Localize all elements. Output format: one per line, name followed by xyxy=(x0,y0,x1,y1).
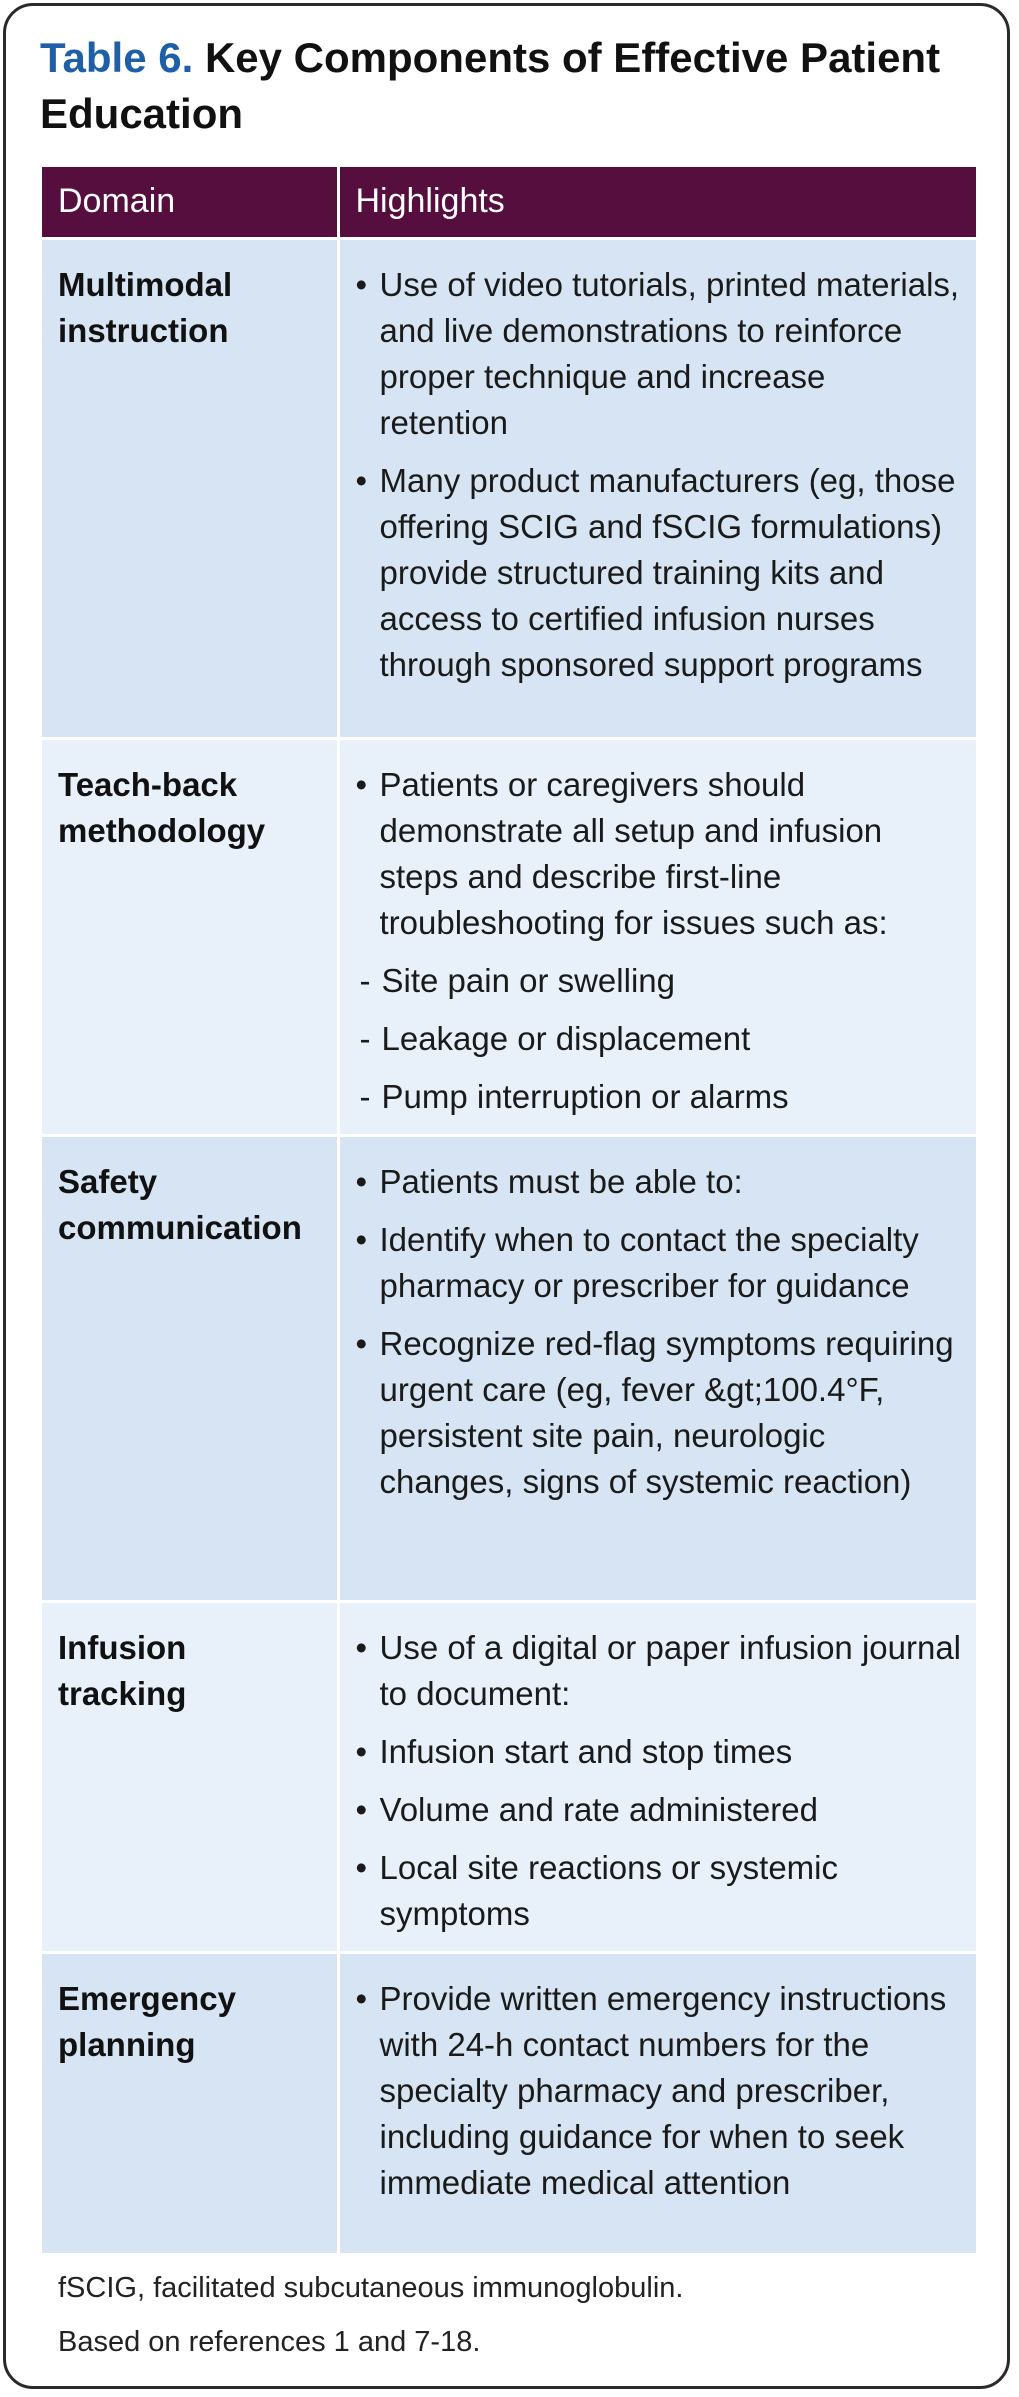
highlights-cell xyxy=(338,738,976,1135)
domain-cell xyxy=(42,1135,338,1601)
domain-label: Teach-back xyxy=(58,765,238,803)
highlights-cell xyxy=(338,1601,976,1952)
list-item: • Patients or caregivers should demonstrate all setup and infusion steps and describe first-line troubleshooting for issues such as: xyxy=(356,762,963,946)
domain-label: Emergency xyxy=(58,1979,236,2017)
list-item: • Local site reactions or systemic symptoms xyxy=(356,1845,963,1937)
table-row xyxy=(42,1952,976,2253)
table-row xyxy=(42,238,976,738)
components-table xyxy=(42,167,976,2253)
table-row xyxy=(42,738,976,1135)
highlights-cell xyxy=(338,238,976,738)
header-row xyxy=(42,167,976,238)
table-title-text: Key Components of Effective Patient Education xyxy=(40,34,941,137)
list-item: • Infusion start and stop times xyxy=(356,1729,963,1775)
domain-label: tracking xyxy=(58,1674,187,1712)
table-number: Table 6. xyxy=(40,34,194,81)
domain-cell xyxy=(42,238,338,738)
domain-cell xyxy=(42,738,338,1135)
domain-label: instruction xyxy=(58,311,229,349)
domain-label: Multimodal xyxy=(58,265,233,303)
sub-list-item: - Pump interruption or alarms xyxy=(356,1074,963,1120)
table-row xyxy=(42,1135,976,1601)
list-item: • Use of a digital or paper infusion journal to document: xyxy=(356,1625,963,1717)
sub-list-item: - Site pain or swelling xyxy=(356,958,963,1004)
list-item: • Recognize red-flag symptoms requiring urgent care (eg, fever &gt;100.4°F, persistent site pain, neurologic changes, signs of systemic reaction) xyxy=(356,1321,963,1505)
footnotes xyxy=(58,2268,978,2376)
list-item: • Many product manufacturers (eg, those offering SCIG and fSCIG formulations) provide structured training kits and access to certified infusion nurses through sponsored support programs xyxy=(356,458,963,688)
list-item: • Use of video tutorials, printed materials, and live demonstrations to reinforce proper technique and increase retention xyxy=(356,262,963,446)
highlights-cell xyxy=(338,1952,976,2253)
sub-list-item: - Leakage or displacement xyxy=(356,1016,963,1062)
footnote: Based on references 1 and 7-18. xyxy=(58,2326,481,2358)
domain-label: planning xyxy=(58,2025,196,2063)
table-row xyxy=(42,1601,976,1952)
list-item: • Identify when to contact the specialty pharmacy or prescriber for guidance xyxy=(356,1217,963,1309)
domain-cell xyxy=(42,1952,338,2253)
domain-label: Safety xyxy=(58,1162,158,1200)
domain-label: Infusion xyxy=(58,1628,187,1666)
list-item: • Provide written emergency instructions with 24-h contact numbers for the specialty pharmacy and prescriber, including guidance for when to seek immediate medical attention xyxy=(356,1976,963,2206)
domain-label: communication xyxy=(58,1208,302,1246)
highlights-cell xyxy=(338,1135,976,1601)
list-item: • Volume and rate administered xyxy=(356,1787,963,1833)
header-domain: Domain xyxy=(42,167,338,238)
table-title xyxy=(40,30,1000,142)
header-highlights: Highlights xyxy=(338,167,976,238)
domain-label: methodology xyxy=(58,811,266,849)
footnote: fSCIG, facilitated subcutaneous immunoglobulin. xyxy=(58,2272,684,2304)
domain-cell xyxy=(42,1601,338,1952)
list-item: • Patients must be able to: xyxy=(356,1159,963,1205)
